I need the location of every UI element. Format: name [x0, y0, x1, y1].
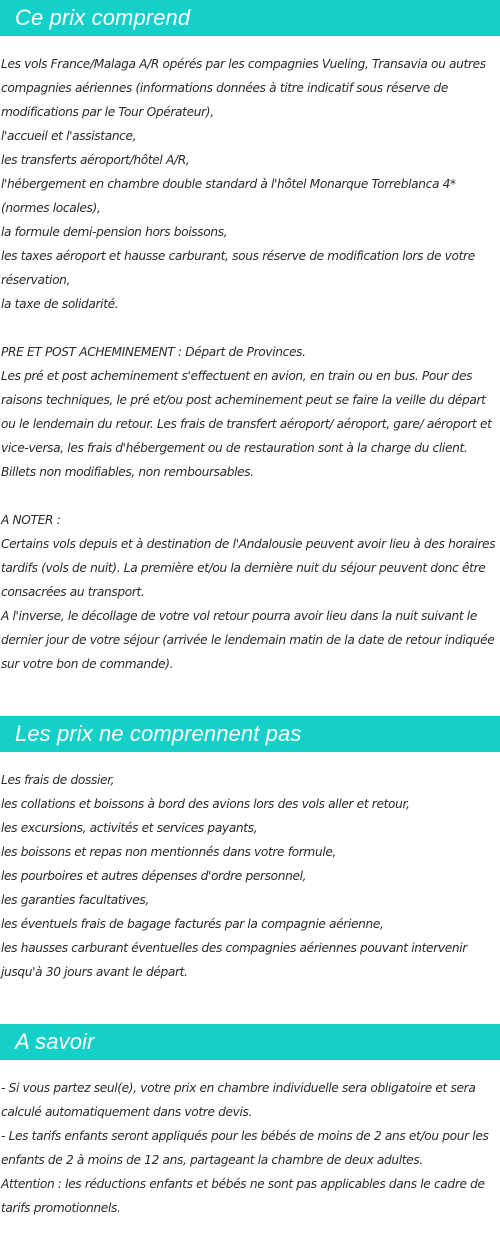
- text-line: la formule demi-pension hors boissons,: [1, 225, 228, 239]
- section-header: [0, 1024, 500, 1060]
- paragraph-note: [0, 508, 500, 676]
- text-line: A l'inverse, le décollage de votre vol retour pourra avoir lieu dans la nuit suivant le dernier jour de votre séjour (arrivée le lendemain matin de la date de retour indiquée sur votre bon de commande).: [1, 609, 495, 671]
- text-line: - Si vous partez seul(e), votre prix en chambre individuelle sera obligatoire et sera calculé automatiquement dans votre devis.: [1, 1081, 476, 1119]
- paragraph-pre-post-routing: [0, 340, 500, 484]
- section-content: [0, 752, 500, 984]
- text-line: Les vols France/Malaga A/R opérés par les compagnies Vueling, Transavia ou autres compagnies aériennes (informations données à titre indicatif sous réserve de modifications par le Tour Opérateur),: [1, 57, 486, 119]
- paragraph-excluded-items: [0, 768, 500, 984]
- text-line: les boissons et repas non mentionnés dans votre formule,: [1, 845, 337, 859]
- text-line: les garanties facultatives,: [1, 893, 149, 907]
- section-header: [0, 716, 500, 752]
- section-content: [0, 36, 500, 676]
- section-header: [0, 0, 500, 36]
- text-line: les excursions, activités et services payants,: [1, 821, 258, 835]
- paragraph-good-to-know: [0, 1076, 500, 1220]
- text-line: l'hébergement en chambre double standard à l'hôtel Monarque Torreblanca 4* (normes locales),: [1, 177, 456, 215]
- text-line: la taxe de solidarité.: [1, 297, 119, 311]
- text-line: Attention : les réductions enfants et bébés ne sont pas applicables dans le cadre de tarifs promotionnels.: [1, 1177, 485, 1215]
- text-line: PRE ET POST ACHEMINEMENT : Départ de Provinces.: [1, 345, 306, 359]
- section-title: Les prix ne comprennent pas: [15, 721, 302, 746]
- text-line: les collations et boissons à bord des avions lors des vols aller et retour,: [1, 797, 410, 811]
- text-line: A NOTER :: [1, 513, 61, 527]
- text-line: les hausses carburant éventuelles des compagnies aériennes pouvant intervenir jusqu'à 30 jours avant le départ.: [1, 941, 467, 979]
- section-title: A savoir: [15, 1029, 95, 1054]
- text-line: - Les tarifs enfants seront appliqués pour les bébés de moins de 2 ans et/ou pour les enfants de 2 à moins de 12 ans, partageant la chambre de deux adultes.: [1, 1129, 489, 1167]
- text-line: les transferts aéroport/hôtel A/R,: [1, 153, 190, 167]
- text-line: les éventuels frais de bagage facturés par la compagnie aérienne,: [1, 917, 384, 931]
- section-content: [0, 1060, 500, 1220]
- section-price-excludes: [0, 716, 500, 984]
- text-line: Les pré et post acheminement s'effectuent en avion, en train ou en bus. Pour des raisons techniques, le pré et/ou post acheminement peut se faire la veille du départ ou le lendemain du retour. Les frais de transfert aéroport/ aéroport, gare/ aéroport et vice-versa, les frais d'hébergement ou de restauration sont à la charge du client. Billets non modifiables, non remboursables.: [1, 369, 492, 479]
- section-title: Ce prix comprend: [15, 5, 191, 30]
- paragraph-included-items: [0, 52, 500, 316]
- text-line: les pourboires et autres dépenses d'ordre personnel,: [1, 869, 307, 883]
- text-line: les taxes aéroport et hausse carburant, sous réserve de modification lors de votre réservation,: [1, 249, 475, 287]
- text-line: Certains vols depuis et à destination de l'Andalousie peuvent avoir lieu à des horaires tardifs (vols de nuit). La première et/ou la dernière nuit du séjour peuvent donc être consacrées au transport.: [1, 537, 496, 599]
- text-line: Les frais de dossier,: [1, 773, 115, 787]
- section-good-to-know: [0, 1024, 500, 1220]
- text-line: l'accueil et l'assistance,: [1, 129, 137, 143]
